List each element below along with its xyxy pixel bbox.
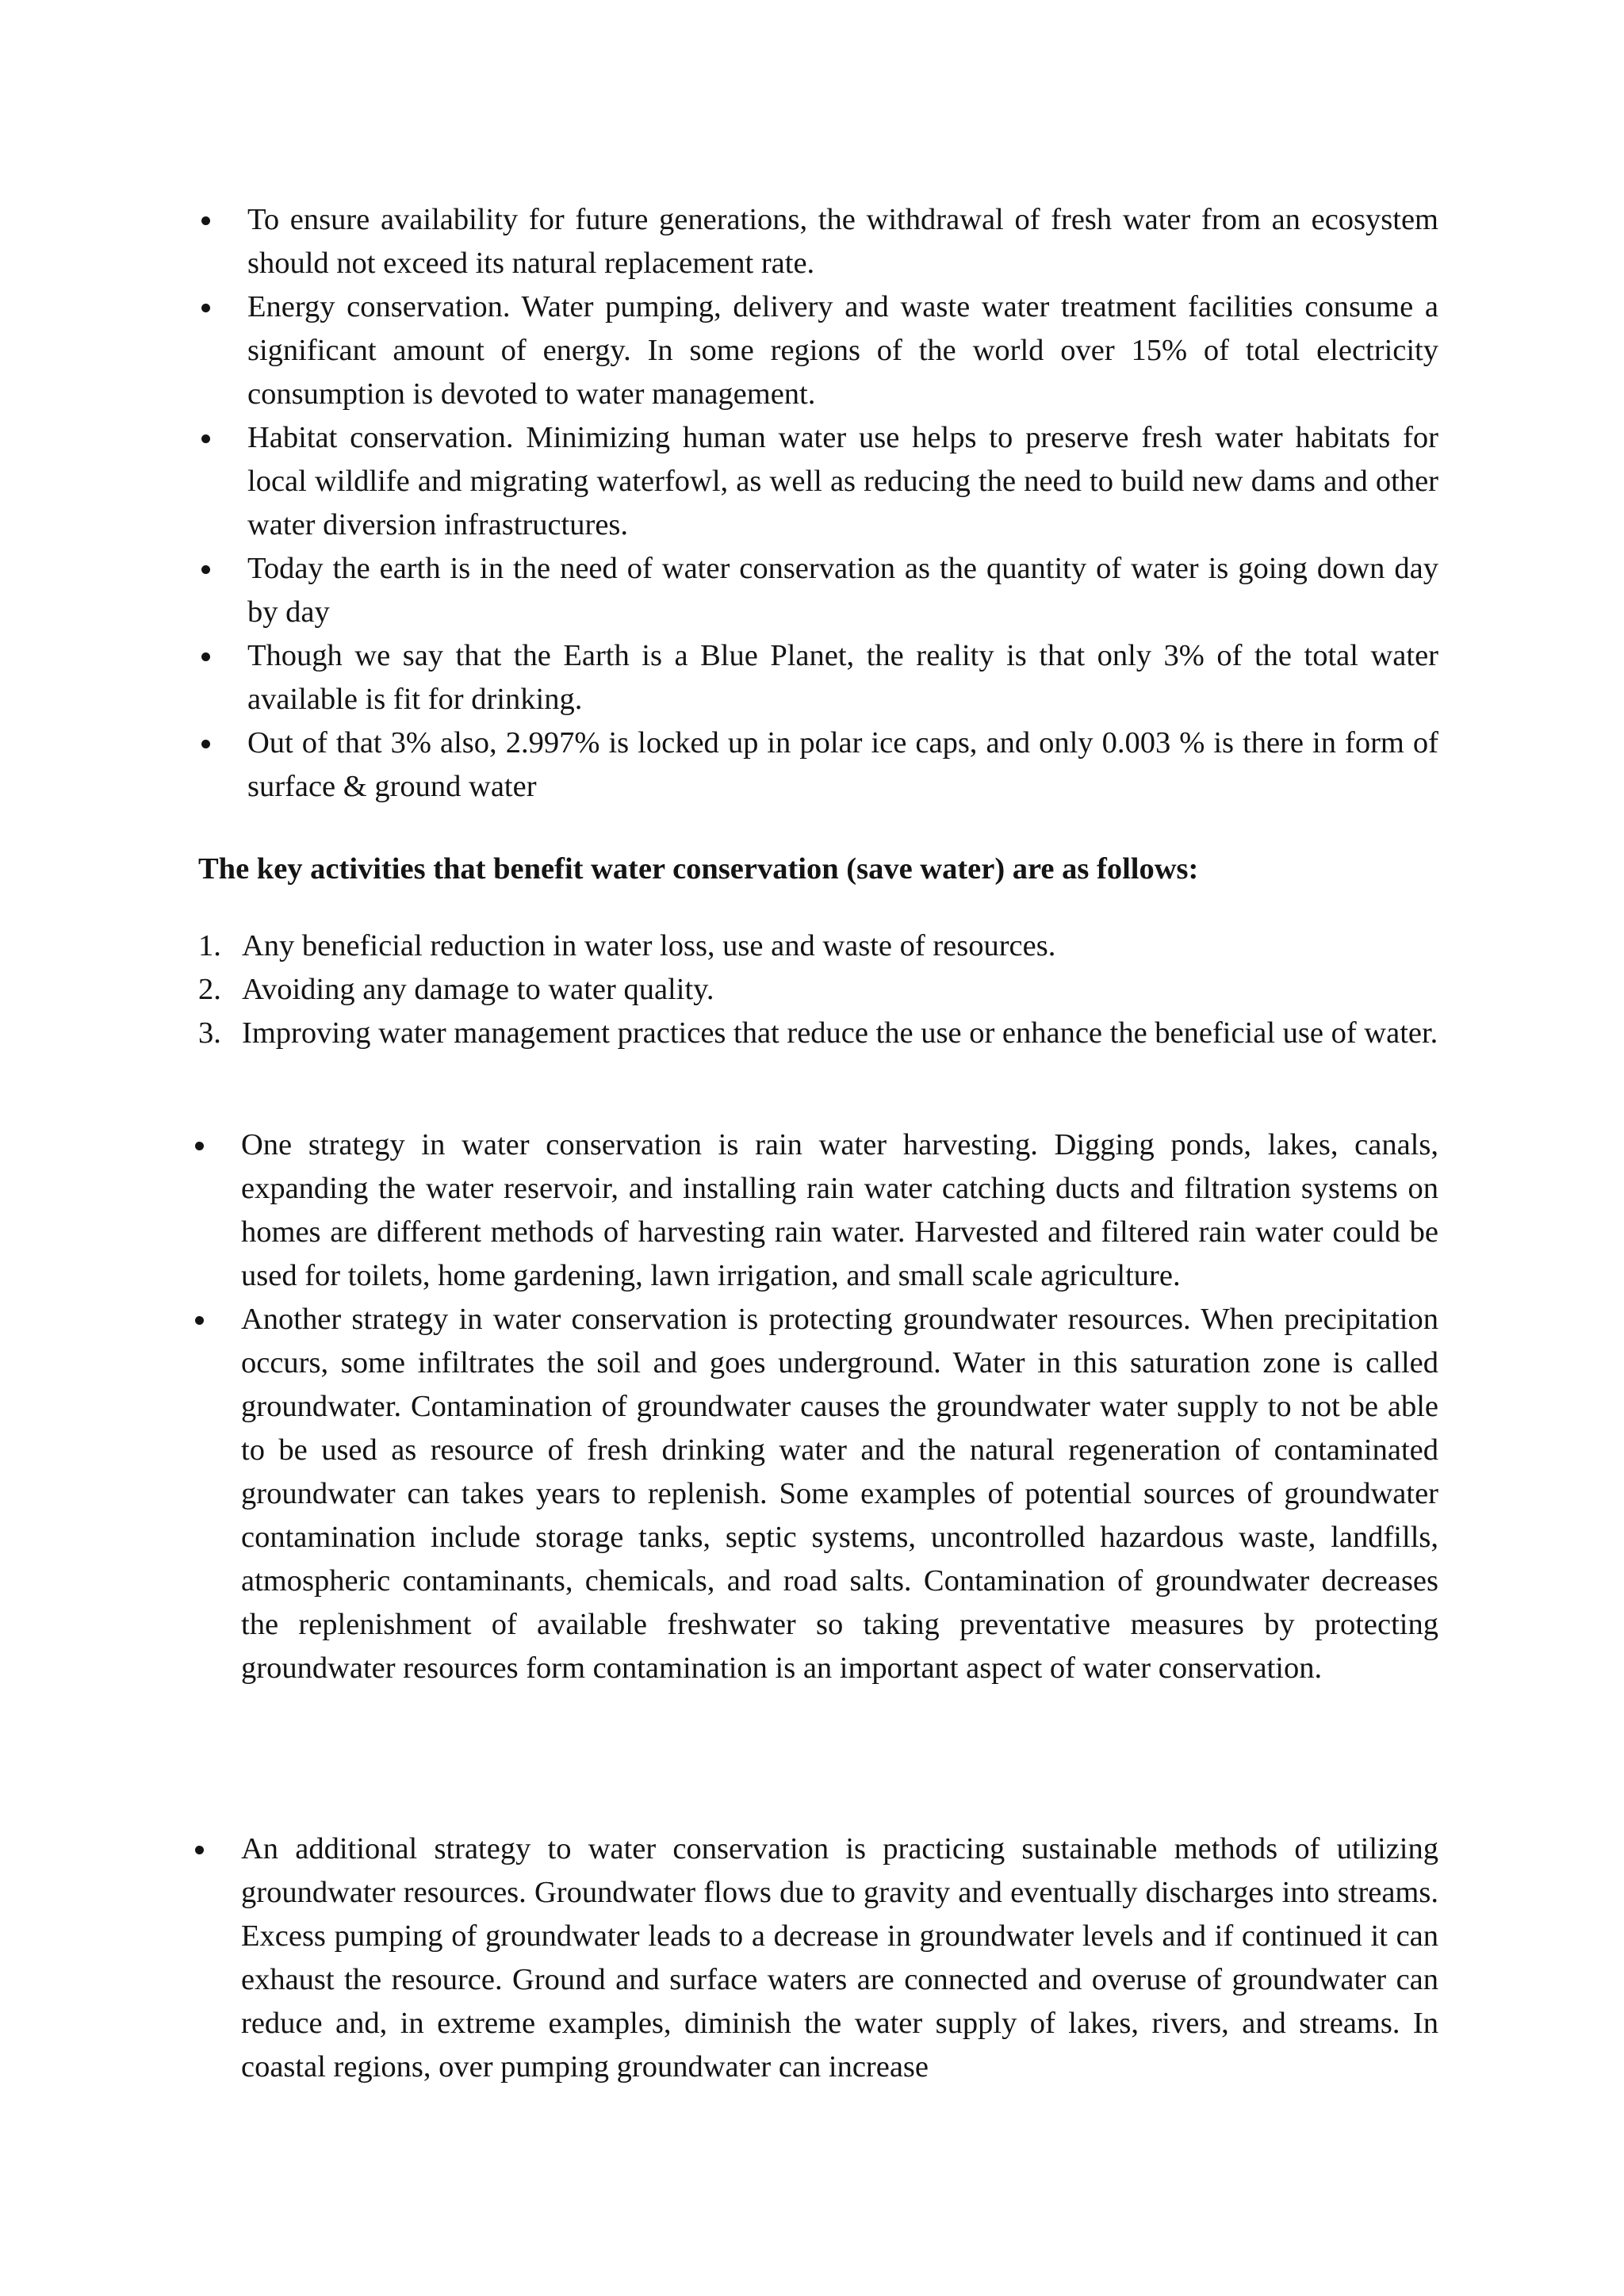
bullet-item <box>247 721 1438 809</box>
bullet-item <box>241 1827 1438 2089</box>
item-number: 1. <box>198 929 221 962</box>
numbered-item <box>198 968 1438 1012</box>
numbered-item <box>198 1012 1438 1055</box>
bullet-text: Though we say that the Earth is a Blue Planet, the reality is that only 3% of the total water available is fit for drinking. <box>247 639 1438 716</box>
bullet-item <box>241 1298 1438 1690</box>
bullet-dot <box>201 304 210 312</box>
bullet-item <box>241 1123 1438 1298</box>
item-number: 3. <box>198 1016 221 1050</box>
bullet-text: One strategy in water conservation is rain water harvesting. Digging ponds, lakes, canals, expanding the water reservoir, and installing rain water catching ducts and filtration systems on homes are different methods of harvesting rain water. Harvested and filtered rain water could be used for toilets, home gardening, lawn irrigation, and small scale agriculture. <box>241 1128 1438 1292</box>
item-text: Improving water management practices that reduce the use or enhance the beneficial use of water. <box>242 1016 1438 1050</box>
bullet-item <box>247 547 1438 634</box>
bullet-item <box>247 416 1438 547</box>
bullet-list-bottom-continued <box>241 1827 1438 2089</box>
section-heading: The key activities that benefit water conservation (save water) are as follows: <box>198 852 1199 886</box>
bullet-dot <box>201 565 210 574</box>
bullet-dot <box>195 1316 204 1325</box>
bullet-text: Today the earth is in the need of water conservation as the quantity of water is going down day by day <box>247 552 1438 629</box>
bullet-item <box>247 285 1438 416</box>
bullet-text: An additional strategy to water conservation is practicing sustainable methods of utilizing groundwater resources. Groundwater flows due to gravity and eventually discharges into streams. Excess pumping of groundwater leads to a decrease in groundwater levels and if continued it can exhaust the resource. Ground and surface waters are connected and overuse of groundwater can reduce and, in extreme examples, diminish the water supply of lakes, rivers, and streams. In coastal regions, over pumping groundwater can increase <box>241 1832 1438 2084</box>
bullet-text: Out of that 3% also, 2.997% is locked up in polar ice caps, and only 0.003 % is there in form of surface & ground water <box>247 726 1438 803</box>
bullet-text: Habitat conservation. Minimizing human water use helps to preserve fresh water habitats for local wildlife and migrating waterfowl, as well as reducing the need to build new dams and other water diversion infrastructures. <box>247 421 1438 541</box>
item-text: Avoiding any damage to water quality. <box>242 973 714 1006</box>
bullet-dot <box>195 1846 204 1854</box>
bullet-text: To ensure availability for future generations, the withdrawal of fresh water from an ecosystem should not exceed its natural replacement rate. <box>247 203 1438 280</box>
bullet-dot <box>195 1142 204 1150</box>
bullet-dot <box>201 740 210 748</box>
numbered-list <box>198 924 1438 1055</box>
bullet-text: Another strategy in water conservation is protecting groundwater resources. When precipitation occurs, some infiltrates the soil and goes underground. Water in this saturation zone is called groundwater. Contamination of groundwater causes the groundwater water supply to not be able to be used as resource of fresh drinking water and the natural regeneration of contaminated groundwater can takes years to replenish. Some examples of potential sources of groundwater contamination include storage tanks, septic systems, uncontrolled hazardous waste, landfills, atmospheric contaminants, chemicals, and road salts. Contamination of groundwater decreases the replenishment of available freshwater so taking preventative measures by protecting groundwater resources form contamination is an important aspect of water conservation. <box>241 1303 1438 1685</box>
bullet-text: Energy conservation. Water pumping, delivery and waste water treatment facilities consume a significant amount of energy. In some regions of the world over 15% of total electricity consumption is devoted to water management. <box>247 290 1438 411</box>
item-number: 2. <box>198 973 221 1006</box>
item-text: Any beneficial reduction in water loss, use and waste of resources. <box>242 929 1056 962</box>
bullet-dot <box>201 216 210 225</box>
bullet-item <box>247 634 1438 721</box>
numbered-item <box>198 924 1438 968</box>
bullet-dot <box>201 434 210 443</box>
bullet-dot <box>201 652 210 661</box>
bullet-item <box>247 198 1438 285</box>
bullet-list-top <box>247 198 1438 809</box>
bullet-list-bottom <box>241 1123 1438 1690</box>
